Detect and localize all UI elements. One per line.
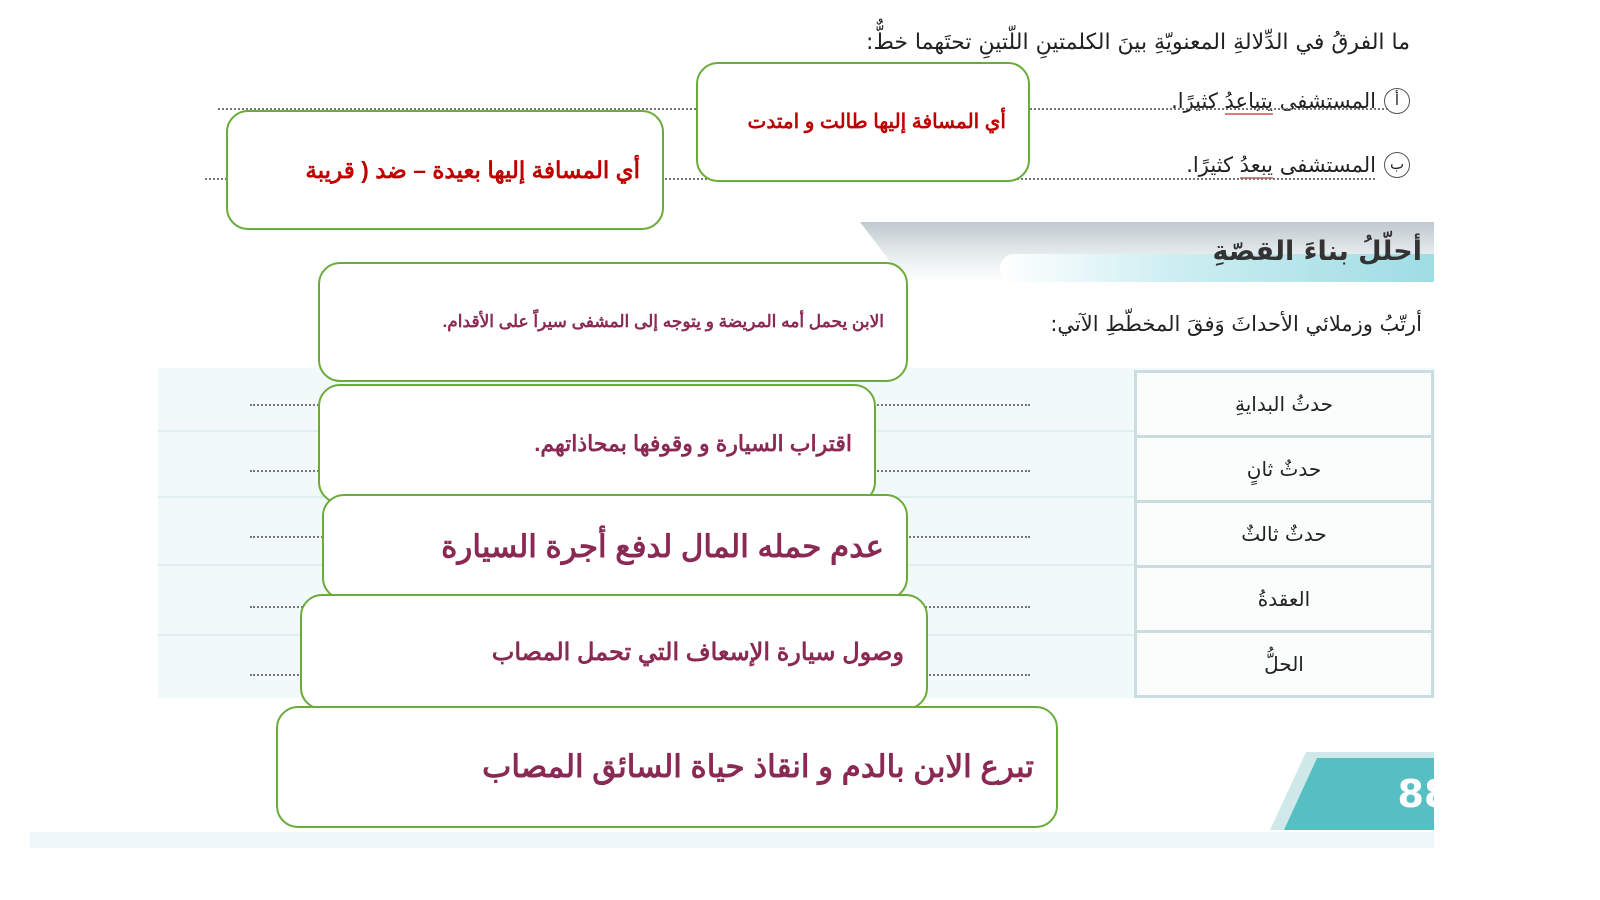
section-instruction: أرتّبُ وزملائي الأحداثَ وَفقَ المخطّطِ الآتي: <box>1050 312 1422 336</box>
event-label: حدثٌ ثالثٌ <box>1137 503 1431 568</box>
question-title: ما الفرقُ في الدِّلالةِ المعنويّةِ بينَ الكلمتينِ اللّتينِ تحتَهما خطٌّ: <box>866 30 1410 55</box>
section-title: أحلّلُ بناءَ القصّةِ <box>1212 236 1422 267</box>
item-text: المستشفى يبعدُ كثيرًا. <box>1186 153 1376 177</box>
event-label: الحلُّ <box>1137 633 1431 695</box>
events-label-table <box>1134 370 1434 698</box>
event-answer-2: اقتراب السيارة و وقوفها بمحاذاتهم. <box>318 384 876 504</box>
question-item-b <box>1186 152 1410 178</box>
event-label: العقدةُ <box>1137 568 1431 633</box>
answer-box-b: أي المسافة إليها بعيدة – ضد ( قريبة <box>226 110 664 230</box>
question-item-a <box>1171 88 1410 114</box>
event-label: حدثٌ ثانٍ <box>1137 438 1431 503</box>
item-text: المستشفى يتباعدُ كثيرًا. <box>1171 89 1376 113</box>
item-marker: أ <box>1384 88 1410 114</box>
page-number: 88 <box>1397 772 1451 816</box>
event-answer-3: عدم حمله المال لدفع أجرة السيارة <box>322 494 908 600</box>
answer-box-a: أي المسافة إليها طالت و امتدت <box>696 62 1030 182</box>
underlined-word: يبعدُ <box>1239 153 1274 177</box>
event-answer-1: الابن يحمل أمه المريضة و يتوجه إلى المشفى سيراً على الأقدام. <box>318 262 908 382</box>
event-label: حدثُ البدايةِ <box>1137 373 1431 438</box>
bottom-strip <box>30 832 1434 848</box>
event-answer-5: تبرع الابن بالدم و انقاذ حياة السائق المصاب <box>276 706 1058 828</box>
item-marker: ب <box>1384 152 1410 178</box>
underlined-word: يتباعدُ <box>1224 89 1274 113</box>
event-answer-4: وصول سيارة الإسعاف التي تحمل المصاب <box>300 594 928 710</box>
